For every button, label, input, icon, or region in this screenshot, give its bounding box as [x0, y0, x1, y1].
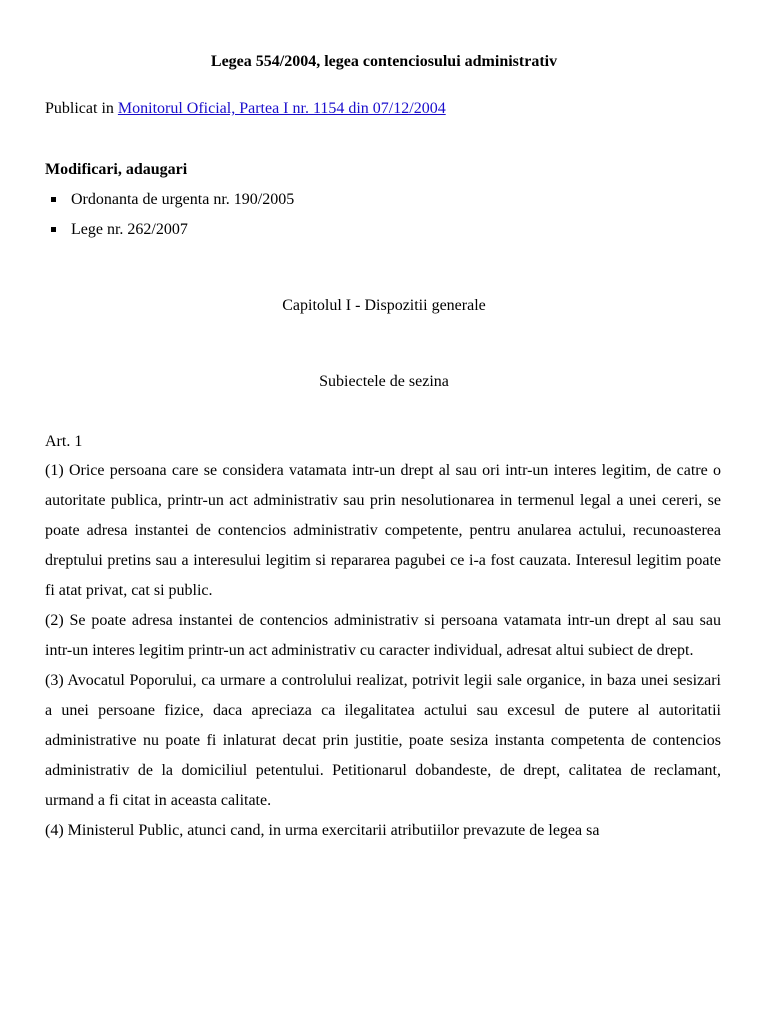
- modifications-list: [45, 190, 294, 250]
- bullet-icon: [51, 227, 56, 232]
- paragraph-1: (1) Orice persoana care se considera vatamata intr-un drept al sau ori intr-un interes legitim, de catre o autoritate publica, printr-un act administrativ sau prin nesolutionarea in termenul legal a unei cereri, se poate adresa instantei de contencios administrativ competente, pentru anularea actului, recunoasterea dreptului pretins sau a interesului legitim si repararea pagubei ce i-a fost cauzata. Interesul legitim poate fi atat privat, cat si public.: [45, 462, 721, 599]
- modifications-heading: Modificari, adaugari: [45, 161, 188, 178]
- article-body: [45, 456, 721, 846]
- list-item: [45, 190, 294, 220]
- published-prefix: Publicat in: [45, 100, 118, 117]
- section-heading: Subiectele de sezina: [319, 373, 449, 390]
- paragraph-2: (2) Se poate adresa instantei de contencios administrativ si persoana vatamata intr-un drept al sau sau intr-un interes legitim printr-un act administrativ cu caracter individual, adresat altui subiect de drept.: [45, 612, 721, 659]
- bullet-icon: [51, 197, 56, 202]
- list-item: [45, 220, 294, 250]
- article-label: Art. 1: [45, 433, 83, 450]
- modification-text: Ordonanta de urgenta nr. 190/2005: [71, 191, 295, 208]
- chapter-heading: Capitolul I - Dispozitii generale: [282, 297, 486, 314]
- monitorul-oficial-link[interactable]: Monitorul Oficial, Partea I nr. 1154 din 07/12/2004: [117, 100, 446, 117]
- publication-line: [45, 99, 446, 119]
- paragraph-3: (3) Avocatul Poporului, ca urmare a controlului realizat, potrivit legii sale organice, in baza unei sesizari a unei persoane fizice, daca apreciaza ca ilegalitatea actului sau excesul de putere al autoritatii administrative nu poate fi inlaturat decat prin justitie, poate sesiza instanta competenta de contencios administrativ de la domiciliul petentului. Petitionarul dobandeste, de drept, calitatea de reclamant, urmand a fi citat in aceasta calitate.: [45, 672, 721, 809]
- document-title: Legea 554/2004, legea contenciosului administrativ: [210, 53, 558, 70]
- paragraph-4: (4) Ministerul Public, atunci cand, in urma exercitarii atributiilor prevazute de legea sa: [45, 822, 600, 839]
- modification-text: Lege nr. 262/2007: [71, 221, 188, 238]
